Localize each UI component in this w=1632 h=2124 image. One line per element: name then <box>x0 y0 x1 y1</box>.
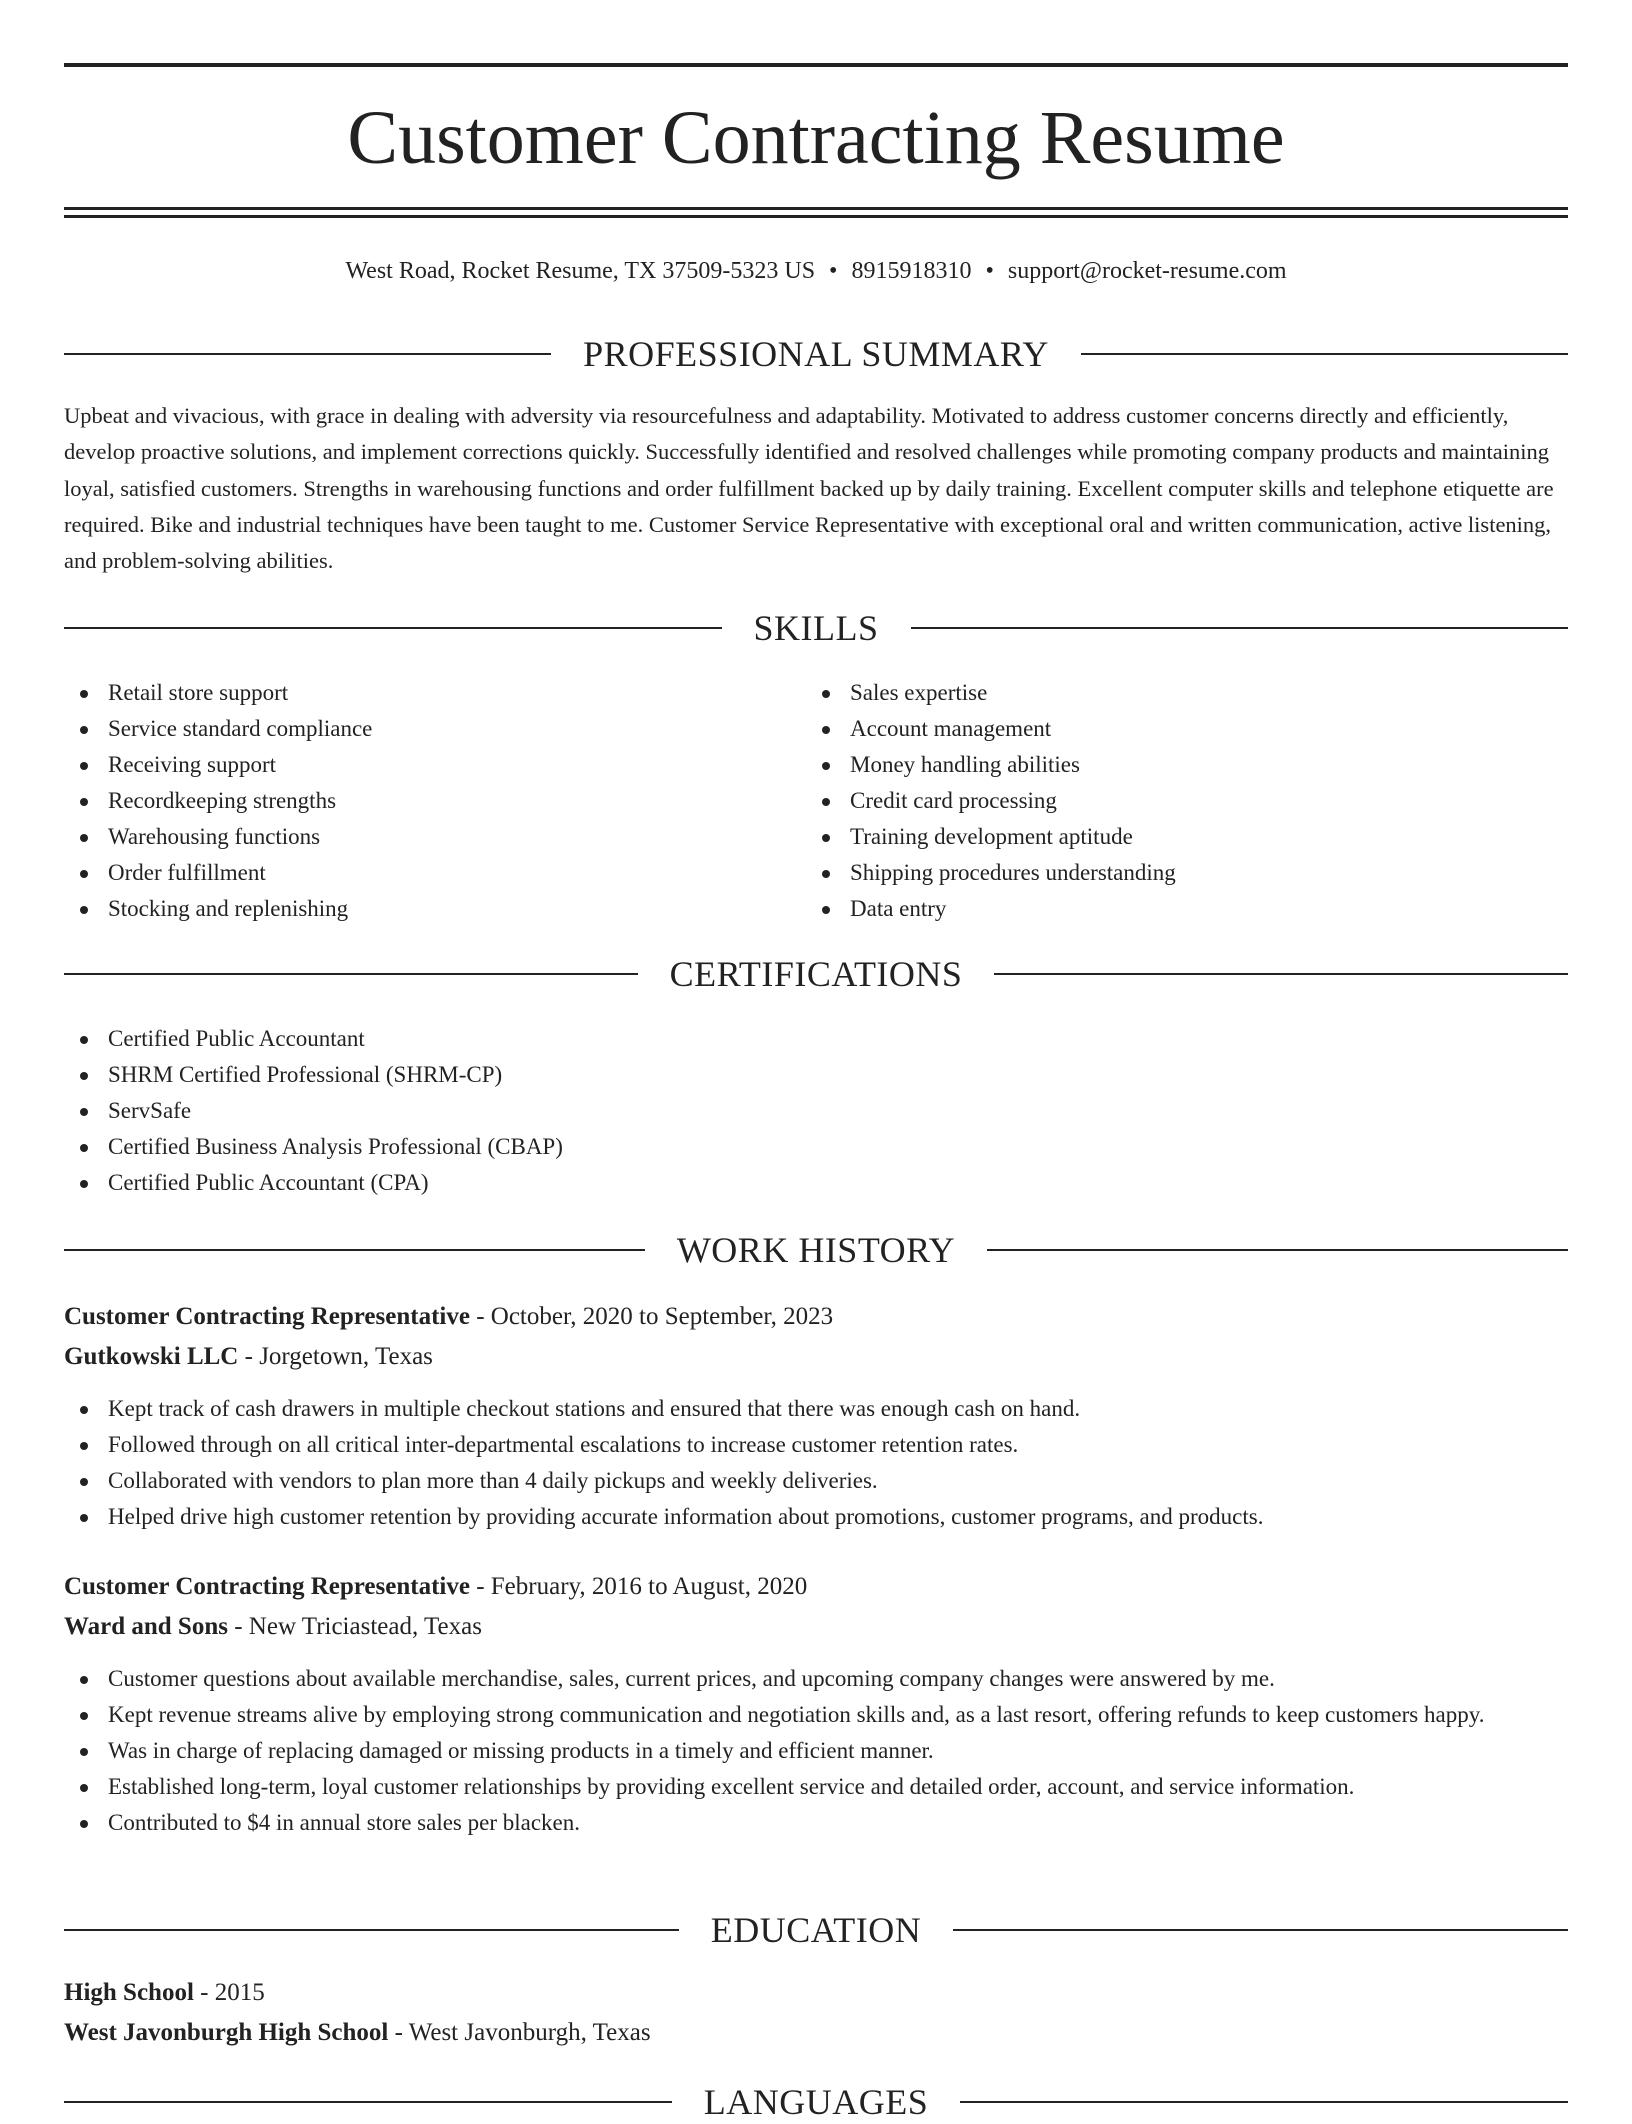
section-rule <box>960 2101 1568 2103</box>
skill-item: Money handling abilities <box>806 747 1546 783</box>
job-bullet: Collaborated with vendors to plan more than 4 daily pickups and weekly deliveries. <box>64 1463 1564 1499</box>
certification-item: Certified Public Accountant <box>64 1021 1564 1057</box>
section-rule <box>987 1249 1568 1251</box>
job-company: Ward and Sons <box>64 1613 228 1640</box>
education-degree: High School <box>64 1979 194 2006</box>
work-history-section-header <box>64 1228 1568 1272</box>
languages-heading: LANGUAGES <box>703 2082 929 2122</box>
job-bullet: Kept track of cash drawers in multiple checkout stations and ensured that there was enough cash on hand. <box>64 1391 1564 1427</box>
section-rule <box>911 627 1569 629</box>
job-bullet: Established long-term, loyal customer relationships by providing excellent service and detailed order, account, and service information. <box>64 1769 1564 1805</box>
section-rule <box>64 2101 672 2103</box>
education-school: West Javonburgh High School <box>64 2019 389 2046</box>
skill-item: Warehousing functions <box>64 819 784 855</box>
section-rule <box>64 353 551 355</box>
job-bullet: Was in charge of replacing damaged or missing products in a timely and efficient manner. <box>64 1733 1564 1769</box>
job-bullet: Helped drive high customer retention by providing accurate information about promotions, customer programs, and products. <box>64 1499 1564 1535</box>
section-rule <box>64 627 722 629</box>
summary-section-header <box>64 332 1568 376</box>
job-company: Gutkowski LLC <box>64 1343 239 1370</box>
skills-list-left <box>64 675 784 927</box>
job-bullets <box>64 1661 1564 1841</box>
section-rule <box>953 1929 1568 1931</box>
skill-item: Sales expertise <box>806 675 1546 711</box>
skill-item: Training development aptitude <box>806 819 1546 855</box>
certification-item: Certified Business Analysis Professional (CBAP) <box>64 1129 1564 1165</box>
section-rule <box>994 973 1568 975</box>
certification-item: Certified Public Accountant (CPA) <box>64 1165 1564 1201</box>
job-company-line <box>64 1607 1568 1647</box>
languages-section-header <box>64 2080 1568 2124</box>
skill-item: Data entry <box>806 891 1546 927</box>
job-title: Customer Contracting Representative <box>64 1303 470 1330</box>
job-bullet: Contributed to $4 in annual store sales per blacken. <box>64 1805 1564 1841</box>
section-rule <box>64 1929 679 1931</box>
certifications-list <box>64 1021 1564 1201</box>
contact-separator: • <box>985 258 994 284</box>
title-double-rule-top <box>64 207 1568 210</box>
education-heading: EDUCATION <box>710 1910 922 1950</box>
skill-item: Credit card processing <box>806 783 1546 819</box>
job-location: - New Triciastead, Texas <box>227 1613 482 1640</box>
skills-list-right <box>806 675 1546 927</box>
skill-item: Shipping procedures understanding <box>806 855 1546 891</box>
contact-phone[interactable]: 8915918310 <box>851 258 972 284</box>
certification-item: ServSafe <box>64 1093 1564 1129</box>
job-location: - Jorgetown, Texas <box>238 1343 433 1370</box>
job-title-line <box>64 1567 1568 1607</box>
summary-text: Upbeat and vivacious, with grace in dealing with adversity via resourcefulness and adaptability. Motivated to address customer concerns directly and efficiently, develop proactive solutions, and implement corrections quickly. Successfully identified and resolved challenges while promoting company products and maintaining loyal, satisfied customers. Strengths in warehousing functions and order fulfillment backed up by daily training. Excellent computer skills and telephone etiquette are required. Bike and industrial techniques have been taught to me. Customer Service Representative with exceptional oral and written communication, active listening, and problem-solving abilities. <box>64 403 1554 574</box>
section-rule <box>64 973 638 975</box>
contact-line <box>64 254 1568 288</box>
job-company-line <box>64 1337 1568 1377</box>
job-bullet: Kept revenue streams alive by employing strong communication and negotiation skills and, as a last resort, offering refunds to keep customers happy. <box>64 1697 1564 1733</box>
skill-item: Receiving support <box>64 747 784 783</box>
job-dates: - February, 2016 to August, 2020 <box>469 1573 808 1600</box>
contact-address: West Road, Rocket Resume, TX 37509-5323 US <box>345 258 816 284</box>
education-school-line <box>64 2013 1568 2053</box>
skill-item: Service standard compliance <box>64 711 784 747</box>
summary-heading: PROFESSIONAL SUMMARY <box>583 334 1049 374</box>
skill-item: Retail store support <box>64 675 784 711</box>
job-dates: - October, 2020 to September, 2023 <box>469 1303 834 1330</box>
job-title: Customer Contracting Representative <box>64 1573 470 1600</box>
skills-section-header <box>64 606 1568 650</box>
job-bullet: Customer questions about available merchandise, sales, current prices, and upcoming company changes were answered by me. <box>64 1661 1564 1697</box>
job-bullets <box>64 1391 1564 1535</box>
certifications-heading: CERTIFICATIONS <box>669 954 963 994</box>
certifications-section-header <box>64 952 1568 996</box>
skills-heading: SKILLS <box>753 608 879 648</box>
title-double-rule-bottom <box>64 215 1568 218</box>
skill-item: Stocking and replenishing <box>64 891 784 927</box>
page-title: Customer Contracting Resume <box>347 96 1285 180</box>
education-degree-line <box>64 1973 1568 2013</box>
education-section-header <box>64 1908 1568 1952</box>
skill-item: Recordkeeping strengths <box>64 783 784 819</box>
job-bullet: Followed through on all critical inter-departmental escalations to increase customer retention rates. <box>64 1427 1564 1463</box>
contact-email[interactable]: support@rocket-resume.com <box>1007 258 1287 284</box>
education-location: - West Javonburgh, Texas <box>388 2019 651 2046</box>
job-title-line <box>64 1297 1568 1337</box>
work-history-heading: WORK HISTORY <box>676 1230 956 1270</box>
section-rule <box>1081 353 1568 355</box>
skill-item: Account management <box>806 711 1546 747</box>
top-rule <box>64 63 1568 67</box>
section-rule <box>64 1249 645 1251</box>
contact-separator: • <box>829 258 838 284</box>
certification-item: SHRM Certified Professional (SHRM-CP) <box>64 1057 1564 1093</box>
education-year: - 2015 <box>193 1979 265 2006</box>
skill-item: Order fulfillment <box>64 855 784 891</box>
